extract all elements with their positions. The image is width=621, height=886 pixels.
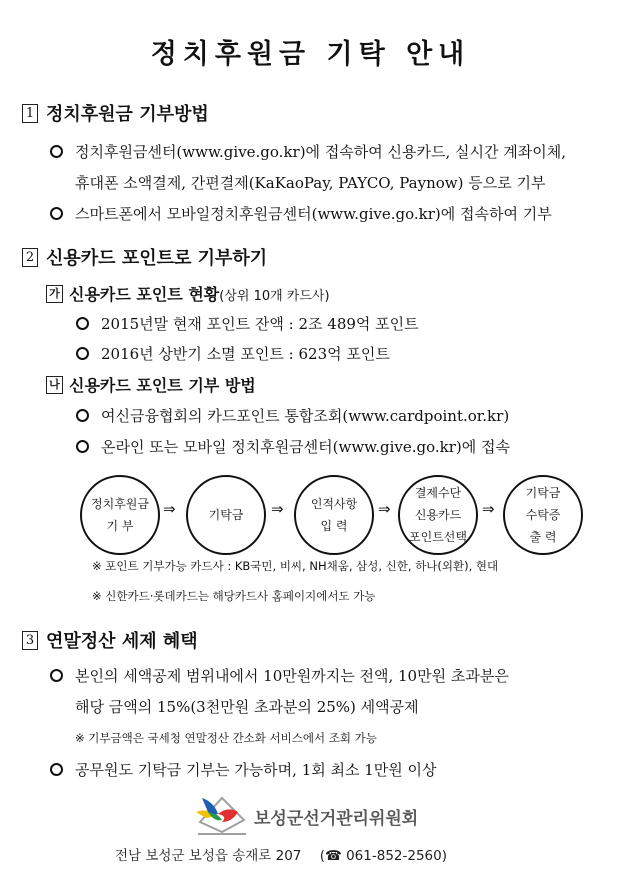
- note-card-companies: ※ 포인트 기부가능 카드사 : KB국민, 비씨, NH채움, 삼성, 신한, 하나(외환), 현대: [92, 559, 499, 573]
- phone-icon: ☎: [324, 848, 342, 864]
- flow-step-3: [294, 475, 374, 555]
- bullet-text: 2016년 상반기 소멸 포인트 : 623억 포인트: [101, 345, 390, 363]
- note-tax-lookup: ※ 기부금액은 국세청 연말정산 간소화 서비스에서 조회 가능: [75, 731, 377, 745]
- note-card-homepage: ※ 신한카드·롯데카드는 해당카드사 홈페이지에서도 가능: [92, 589, 376, 603]
- circle-bullet-icon: [76, 347, 89, 360]
- list-item: [50, 665, 509, 686]
- subsection-suffix: (상위 10개 카드사): [219, 289, 330, 304]
- organization-name: 보성군선거관리위원회: [254, 809, 419, 829]
- section-number-box: 2: [22, 248, 38, 267]
- list-item: [50, 141, 566, 162]
- flow-step-text: 출 력: [529, 530, 557, 544]
- right-double-arrow-icon: ⇒: [271, 500, 284, 518]
- phone-number: 061-852-2560: [346, 848, 442, 864]
- flow-step-text: 입 력: [320, 519, 348, 533]
- subsection-title: 신용카드 포인트 현황: [69, 285, 220, 304]
- circle-bullet-icon: [50, 669, 63, 682]
- logo-icon: [192, 792, 248, 836]
- address: 전남 보성군 보성읍 송재로 207: [115, 848, 302, 864]
- circle-bullet-icon: [50, 763, 63, 776]
- list-item: [50, 759, 437, 780]
- circle-bullet-icon: [50, 145, 63, 158]
- flow-step-text: 기 부: [106, 519, 134, 533]
- flow-step-text: 신용카드: [414, 508, 462, 522]
- subsection-heading: [46, 282, 330, 305]
- flow-step-1: [80, 475, 160, 555]
- list-item: [76, 436, 510, 457]
- bullet-text: 2015년말 현재 포인트 잔액 : 2조 489억 포인트: [101, 315, 419, 333]
- list-item: [76, 313, 419, 334]
- section-number-box: 1: [22, 104, 38, 123]
- section-number-box: 3: [22, 631, 38, 650]
- bullet-text: 정치후원금센터(www.give.go.kr)에 접속하여 신용카드, 실시간 계좌이체,: [75, 143, 567, 161]
- subsection-marker-box: 나: [46, 376, 63, 394]
- election-commission-logo: [192, 792, 248, 836]
- bullet-text: 스마트폰에서 모바일정치후원금센터(www.give.go.kr)에 접속하여 기부: [75, 205, 552, 223]
- right-double-arrow-icon: ⇒: [378, 500, 391, 518]
- flow-step-text: 정치후원금: [91, 497, 149, 511]
- flow-step-text: 포인트선택: [409, 530, 467, 544]
- bullet-text: 공무원도 기탁금 기부는 가능하며, 1회 최소 1만원 이상: [75, 761, 437, 779]
- section-3-heading: [22, 627, 198, 653]
- circle-bullet-icon: [76, 317, 89, 330]
- subsection-title: 신용카드 포인트 기부 방법: [69, 376, 256, 395]
- circle-bullet-icon: [76, 440, 89, 453]
- section-title: 연말정산 세제 혜택: [46, 631, 198, 652]
- circle-bullet-icon: [50, 207, 63, 220]
- list-item: [76, 405, 509, 426]
- section-title: 신용카드 포인트로 기부하기: [46, 248, 268, 269]
- flow-step-text: 인적사항: [310, 497, 358, 511]
- contact-line: 전남 보성군 보성읍 송재로 207 (☎ 061-852-2560): [115, 848, 448, 864]
- flow-step-text: 결제수단: [414, 486, 462, 500]
- page-title: 정치후원금 기탁 안내: [150, 39, 471, 70]
- bullet-text-continued: 휴대폰 소액결제, 간편결제(KaKaoPay, PAYCO, Paynow) 등으로 기부: [75, 174, 546, 192]
- flow-step-text: 수탁증: [525, 508, 561, 522]
- section-2-heading: [22, 244, 267, 270]
- subsection-heading: [46, 373, 256, 396]
- circle-bullet-icon: [76, 409, 89, 422]
- bullet-text: 본인의 세액공제 범위내에서 10만원까지는 전액, 10만원 초과분은: [75, 667, 509, 685]
- flow-step-text: 기탁금: [208, 508, 244, 522]
- bullet-text-continued: 해당 금액의 15%(3천만원 초과분의 25%) 세액공제: [75, 698, 419, 716]
- subsection-marker-box: 가: [46, 285, 63, 303]
- list-item: [76, 343, 390, 364]
- bullet-text: 온라인 또는 모바일 정치후원금센터(www.give.go.kr)에 접속: [101, 438, 511, 456]
- flow-step-text: 기탁금: [525, 486, 561, 500]
- flow-step-4: [398, 475, 478, 555]
- right-double-arrow-icon: ⇒: [482, 500, 495, 518]
- right-double-arrow-icon: ⇒: [163, 500, 176, 518]
- bullet-text: 여신금융협회의 카드포인트 통합조회(www.cardpoint.or.kr): [101, 407, 510, 425]
- flow-step-2: [186, 475, 266, 555]
- list-item: [50, 203, 552, 224]
- section-1-heading: [22, 100, 209, 126]
- section-title: 정치후원금 기부방법: [46, 104, 209, 125]
- flow-step-5: [503, 475, 583, 555]
